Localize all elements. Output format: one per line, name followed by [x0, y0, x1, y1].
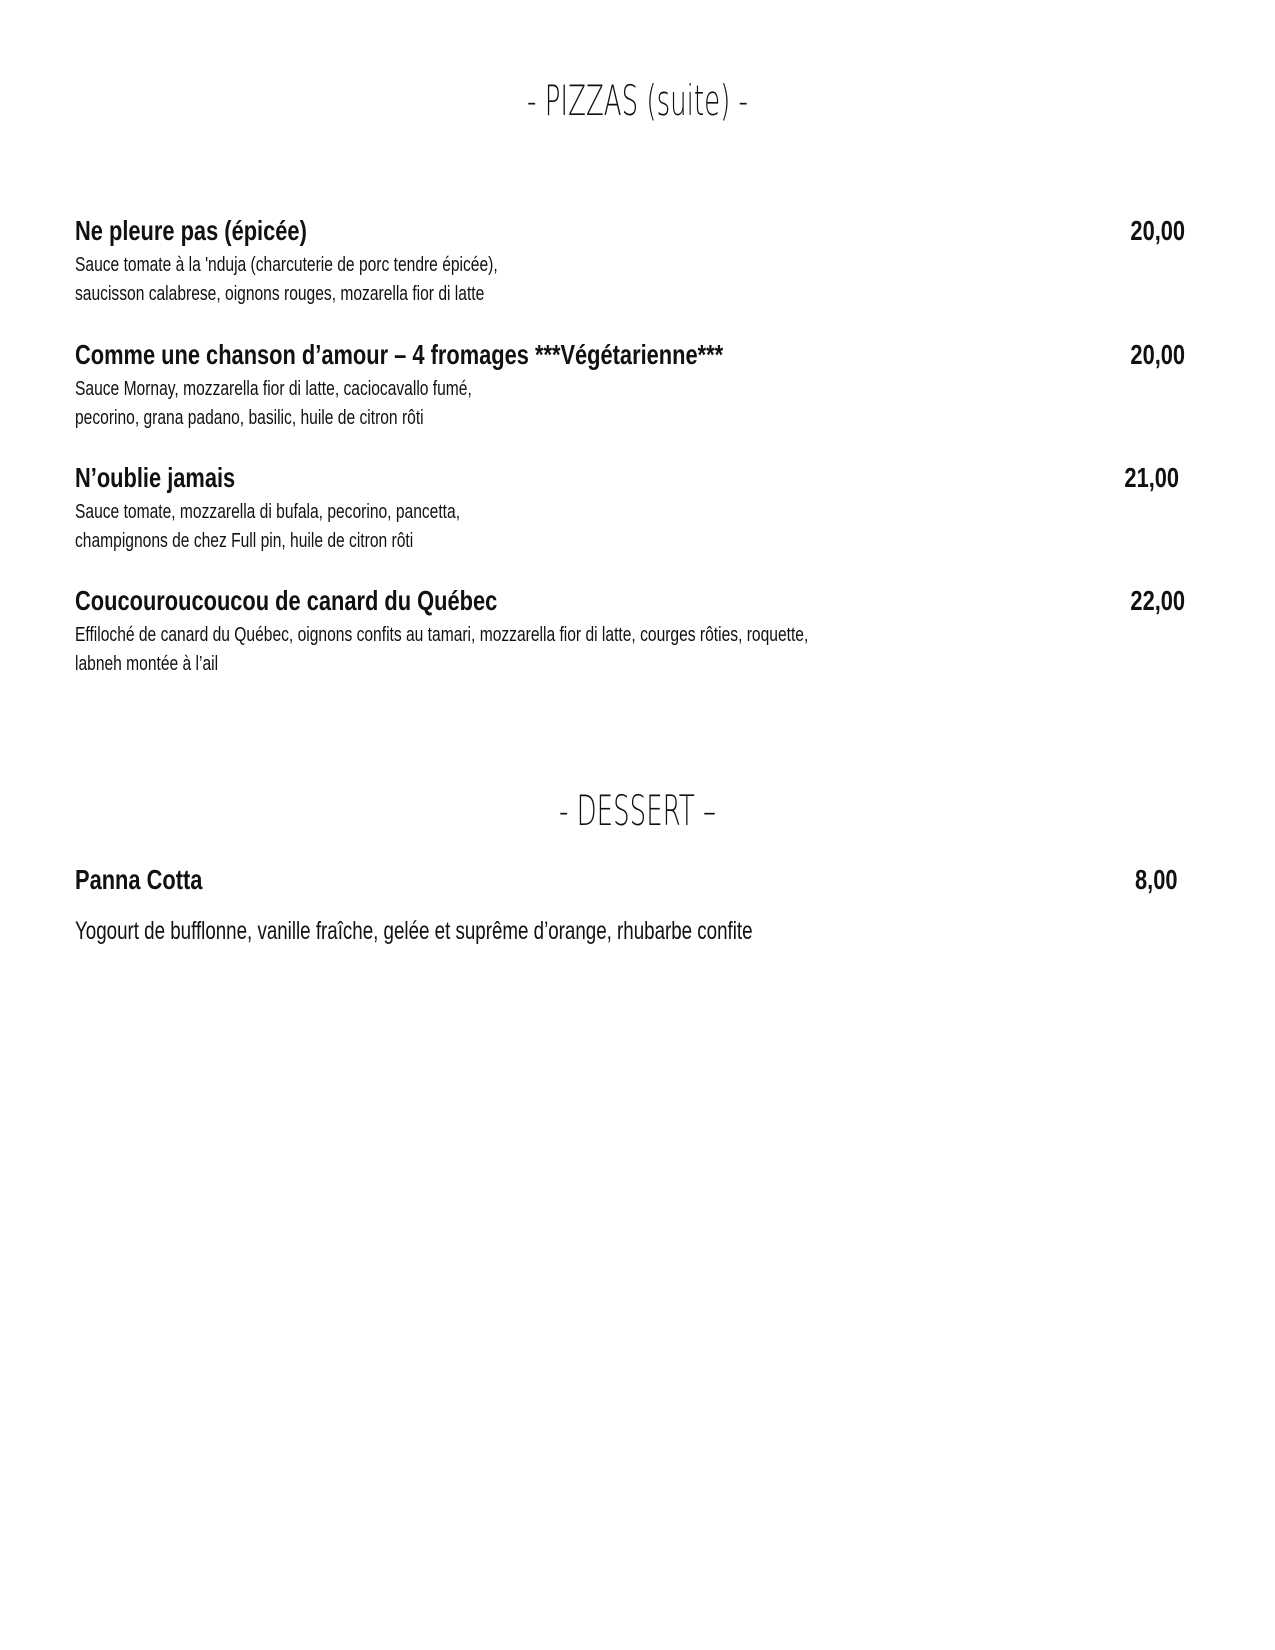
item-description	[75, 498, 460, 556]
description-line: Effiloché de canard du Québec, oignons confits au tamari, mozzarella fior di latte, courges rôties, roquette,	[75, 624, 809, 646]
item-description	[75, 375, 472, 433]
dessert-section-title: - DESSERT –	[558, 786, 717, 835]
item-price: 21,00	[1124, 462, 1179, 493]
item-price: 22,00	[1130, 585, 1185, 616]
description-line: Sauce tomate, mozzarella di bufala, pecorino, pancetta,	[75, 501, 461, 523]
item-name: Comme une chanson d’amour – 4 fromages ***Végétarienne***	[75, 339, 724, 370]
item-name: Panna Cotta	[75, 864, 203, 895]
description-line: saucisson calabrese, oignons rouges, mozarella fior di latte	[75, 283, 485, 305]
item-price: 8,00	[1134, 864, 1177, 895]
description-line: labneh montée à l’ail	[75, 653, 219, 675]
description-line: Sauce tomate à la 'nduja (charcuterie de porc tendre épicée),	[75, 254, 498, 276]
description-line: Yogourt de bufflonne, vanille fraîche, gelée et suprême d’orange, rhubarbe confite	[75, 917, 753, 945]
item-description	[75, 916, 753, 946]
item-name: Ne pleure pas (épicée)	[75, 215, 307, 246]
item-description	[75, 621, 808, 679]
item-name: Coucouroucoucou de canard du Québec	[75, 585, 498, 616]
item-price: 20,00	[1130, 215, 1185, 246]
description-line: Sauce Mornay, mozzarella fior di latte, caciocavallo fumé,	[75, 378, 472, 400]
description-line: pecorino, grana padano, basilic, huile de citron rôti	[75, 407, 424, 429]
description-line: champignons de chez Full pin, huile de citron rôti	[75, 530, 414, 552]
item-description	[75, 251, 498, 309]
pizzas-section-title: - PIZZAS (suite) -	[527, 76, 748, 125]
item-name: N’oublie jamais	[75, 462, 236, 493]
item-price: 20,00	[1130, 339, 1185, 370]
